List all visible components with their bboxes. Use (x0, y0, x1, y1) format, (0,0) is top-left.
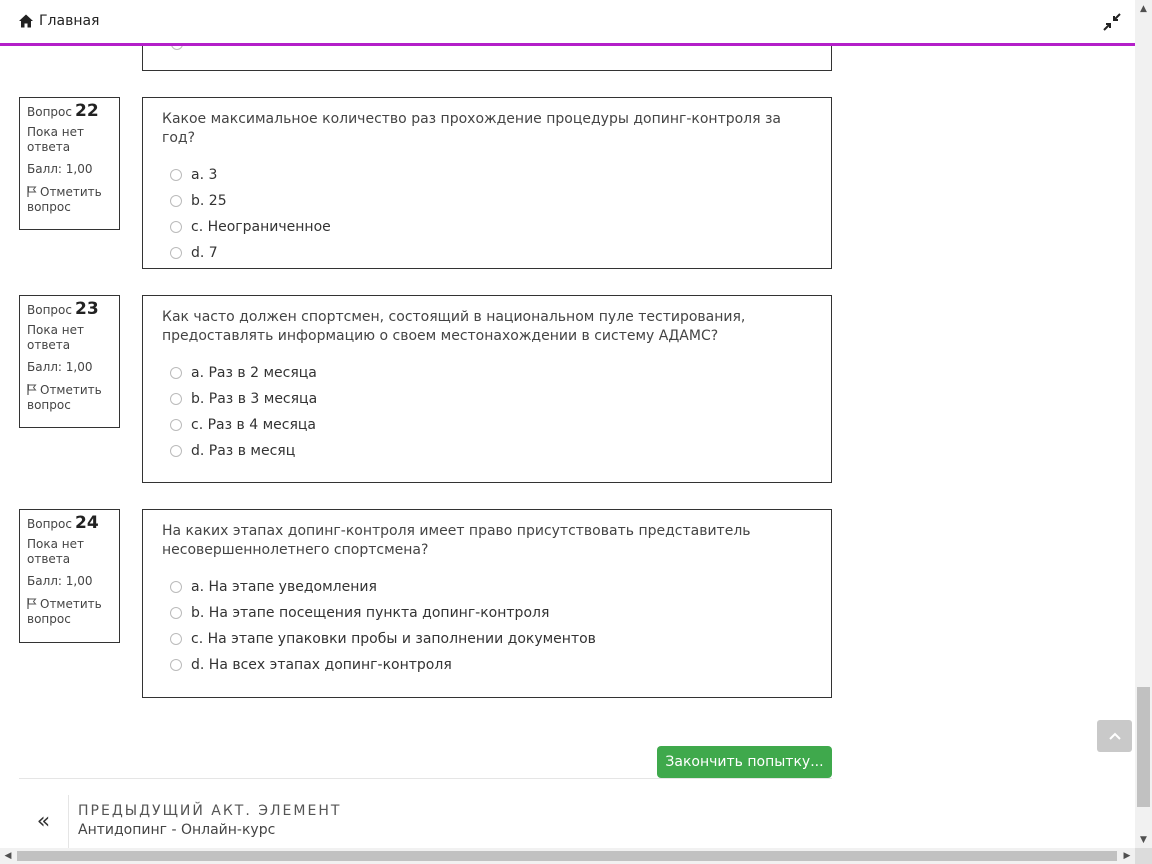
answer-option[interactable] (162, 600, 812, 626)
compress-icon[interactable] (1103, 13, 1121, 31)
answer-radio[interactable] (170, 445, 182, 457)
answer-radio[interactable] (170, 393, 182, 405)
top-navbar (0, 0, 1135, 46)
horizontal-scrollbar[interactable] (0, 848, 1135, 864)
flag-question-link[interactable] (27, 597, 112, 627)
answer-label: b. 25 (191, 193, 227, 209)
answer-option[interactable] (162, 652, 812, 678)
question-number-value: 24 (74, 513, 99, 533)
answer-radio[interactable] (170, 659, 182, 671)
answer-label: d. 7 (191, 245, 218, 261)
finish-attempt-button[interactable]: Закончить попытку... (657, 746, 832, 778)
answer-label: a. Раз в 2 месяца (191, 365, 317, 381)
home-link[interactable] (18, 13, 99, 29)
answer-radio[interactable] (170, 169, 182, 181)
scroll-down-arrow[interactable]: ▼ (1140, 834, 1147, 845)
flag-question-link[interactable] (27, 185, 112, 215)
question-state: Пока нет ответа (27, 323, 84, 352)
flag-question-label: Отметить вопрос (27, 597, 102, 626)
question-label: Вопрос (27, 517, 72, 531)
flag-question-link[interactable] (27, 383, 112, 413)
flag-question-label: Отметить вопрос (27, 383, 102, 412)
answer-option[interactable] (162, 386, 812, 412)
question-info-24 (19, 509, 120, 643)
question-info-23 (19, 295, 120, 428)
answer-option[interactable] (162, 188, 812, 214)
question-label: Вопрос (27, 105, 72, 119)
previous-activity-arrow[interactable]: « (19, 795, 69, 848)
answer-radio[interactable] (170, 419, 182, 431)
chevron-up-icon (1108, 732, 1122, 741)
question-box-24 (142, 509, 832, 698)
flag-icon (27, 384, 37, 395)
answer-option[interactable] (162, 240, 812, 266)
question-number-value: 23 (74, 299, 99, 319)
previous-activity-link[interactable]: Антидопинг - Онлайн-курс (78, 822, 276, 838)
question-box-22 (142, 97, 832, 269)
scroll-up-arrow[interactable]: ▲ (1140, 3, 1147, 14)
question-grade: Балл: 1,00 (27, 162, 93, 176)
answer-option[interactable] (162, 214, 812, 240)
scroll-left-arrow[interactable]: ◀ (4, 851, 12, 861)
answer-option[interactable] (162, 626, 812, 652)
scroll-right-arrow[interactable]: ▶ (1123, 851, 1131, 861)
divider (19, 778, 832, 779)
answer-option[interactable] (162, 360, 812, 386)
flag-question-label: Отметить вопрос (27, 185, 102, 214)
answer-radio[interactable] (170, 247, 182, 259)
flag-icon (27, 186, 37, 197)
question-box-23 (142, 295, 832, 483)
flag-icon (27, 598, 37, 609)
question-grade: Балл: 1,00 (27, 360, 93, 374)
answer-label: c. На этапе упаковки пробы и заполнении документов (191, 631, 596, 647)
answer-radio[interactable] (170, 581, 182, 593)
question-grade: Балл: 1,00 (27, 574, 93, 588)
home-label: Главная (39, 13, 100, 29)
answer-option[interactable] (162, 574, 812, 600)
answer-radio[interactable] (170, 195, 182, 207)
answer-label: a. 3 (191, 167, 218, 183)
question-state: Пока нет ответа (27, 537, 84, 566)
answer-label: b. Раз в 3 месяца (191, 391, 318, 407)
question-info-22 (19, 97, 120, 230)
answer-label: c. Неограниченное (191, 219, 331, 235)
scrollbar-thumb[interactable] (1137, 687, 1150, 807)
scrollbar-corner (1135, 848, 1152, 864)
question-text: Какое максимальное количество раз прохождение процедуры допинг-контроля за год? (162, 111, 782, 146)
back-to-top-button[interactable] (1097, 720, 1132, 752)
question-text: На каких этапах допинг-контроля имеет право присутствовать представитель несовершеннолетнего спортсмена? (162, 523, 751, 558)
answer-label: a. На этапе уведомления (191, 579, 377, 595)
home-icon (18, 13, 34, 29)
previous-activity-title: ПРЕДЫДУЩИЙ АКТ. ЭЛЕМЕНТ (78, 803, 342, 819)
answer-radio[interactable] (170, 221, 182, 233)
question-number (27, 299, 112, 319)
answer-radio[interactable] (170, 633, 182, 645)
answer-option[interactable] (162, 162, 812, 188)
question-state: Пока нет ответа (27, 125, 84, 154)
answer-radio[interactable] (170, 367, 182, 379)
answer-label: d. На всех этапах допинг-контроля (191, 657, 452, 673)
question-number (27, 513, 112, 533)
answer-radio[interactable] (170, 607, 182, 619)
question-text: Как часто должен спортсмен, состоящий в национальном пуле тестирования, предоставлять информацию о своем местонахождении в систему АДАМС? (162, 309, 746, 344)
answer-label: d. Раз в месяц (191, 443, 296, 459)
question-label: Вопрос (27, 303, 72, 317)
answer-option[interactable] (162, 438, 812, 464)
answer-label: c. Раз в 4 месяца (191, 417, 316, 433)
question-number-value: 22 (74, 101, 99, 121)
vertical-scrollbar[interactable] (1135, 0, 1152, 848)
question-number (27, 101, 112, 121)
scrollbar-thumb[interactable] (17, 851, 1117, 861)
answer-option[interactable] (162, 412, 812, 438)
answer-label: b. На этапе посещения пункта допинг-контроля (191, 605, 550, 621)
